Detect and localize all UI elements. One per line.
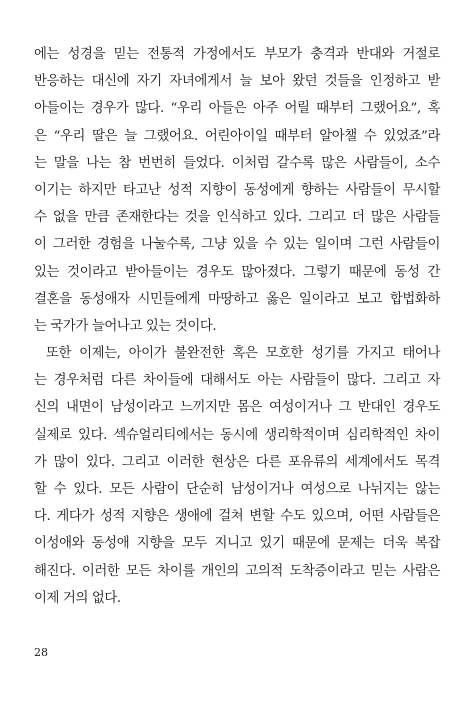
text-line: 또한 이제는, 아이가 불완전한 혹은 모호한 성기를 가지고 태어나 (46, 346, 440, 362)
text-line: 반응하는 대신에 자기 자녀에게서 늘 보아 왔던 것들을 인정하고 받 (34, 74, 440, 90)
text-line: 결혼을 동성애자 시민들에게 마땅하고 옳은 일이라고 보고 합법화하 (34, 291, 440, 307)
paragraph-2 (34, 340, 440, 612)
text-line: 아들이는 경우가 많다. “우리 아들은 아주 어릴 때부터 그랬어요”, 혹 (34, 101, 440, 117)
text-line: 는 말을 나는 참 번번히 들었다. 이처럼 갈수록 많은 사람들이, 소수 (34, 155, 440, 171)
text-line: 는 국가가 늘어나고 있는 것이다. (34, 318, 217, 334)
text-line: 이제 거의 없다. (34, 590, 121, 606)
text-line: 가 많이 있다. 그리고 이러한 현상은 다른 포유류의 세계에서도 목격 (34, 454, 440, 470)
text-line: 할 수 있다. 모든 사람이 단순히 남성이거나 여성으로 나뉘지는 않는 (34, 482, 440, 497)
text-line: 해진다. 이러한 모든 차이를 개인의 고의적 도착증이라고 믿는 사람은 (34, 563, 440, 579)
text-line: 실제로 있다. 섹슈얼리티에서는 동시에 생리학적이며 심리학적인 차이 (34, 427, 440, 443)
body-text (34, 41, 440, 612)
text-line: 에는 성경을 믿는 전통적 가정에서도 부모가 충격과 반대와 거절로 (34, 47, 440, 62)
text-line: 이 그러한 경험을 나눌수록, 그냥 있을 수 있는 일이며 그런 사람들이 (34, 237, 440, 253)
text-line: 수 없을 만큼 존재한다는 것을 인식하고 있다. 그리고 더 많은 사람들 (34, 210, 440, 226)
page-number: 28 (34, 646, 48, 659)
text-line: 은 “우리 딸은 늘 그랬어요. 어린아이일 때부터 알아챌 수 있었죠”라 (34, 128, 440, 144)
text-line: 는 경우처럼 다른 차이들에 대해서도 아는 사람들이 많다. 그리고 자 (34, 373, 440, 389)
text-line: 이기는 하지만 타고난 성적 지향이 동성에게 향하는 사람들이 무시할 (34, 182, 440, 198)
paragraph-1 (34, 41, 440, 340)
text-line: 신의 내면이 남성이라고 느끼지만 몸은 여성이거나 그 반대인 경우도 (34, 400, 440, 416)
text-line: 이성애와 동성애 지향을 모두 지니고 있기 때문에 문제는 더욱 복잡 (34, 536, 440, 552)
text-line: 있는 것이라고 받아들이는 경우도 많아졌다. 그렇기 때문에 동성 간 (34, 264, 440, 280)
text-line: 다. 게다가 성적 지향은 생애에 걸쳐 변할 수도 있으며, 어떤 사람들은 (34, 509, 440, 525)
